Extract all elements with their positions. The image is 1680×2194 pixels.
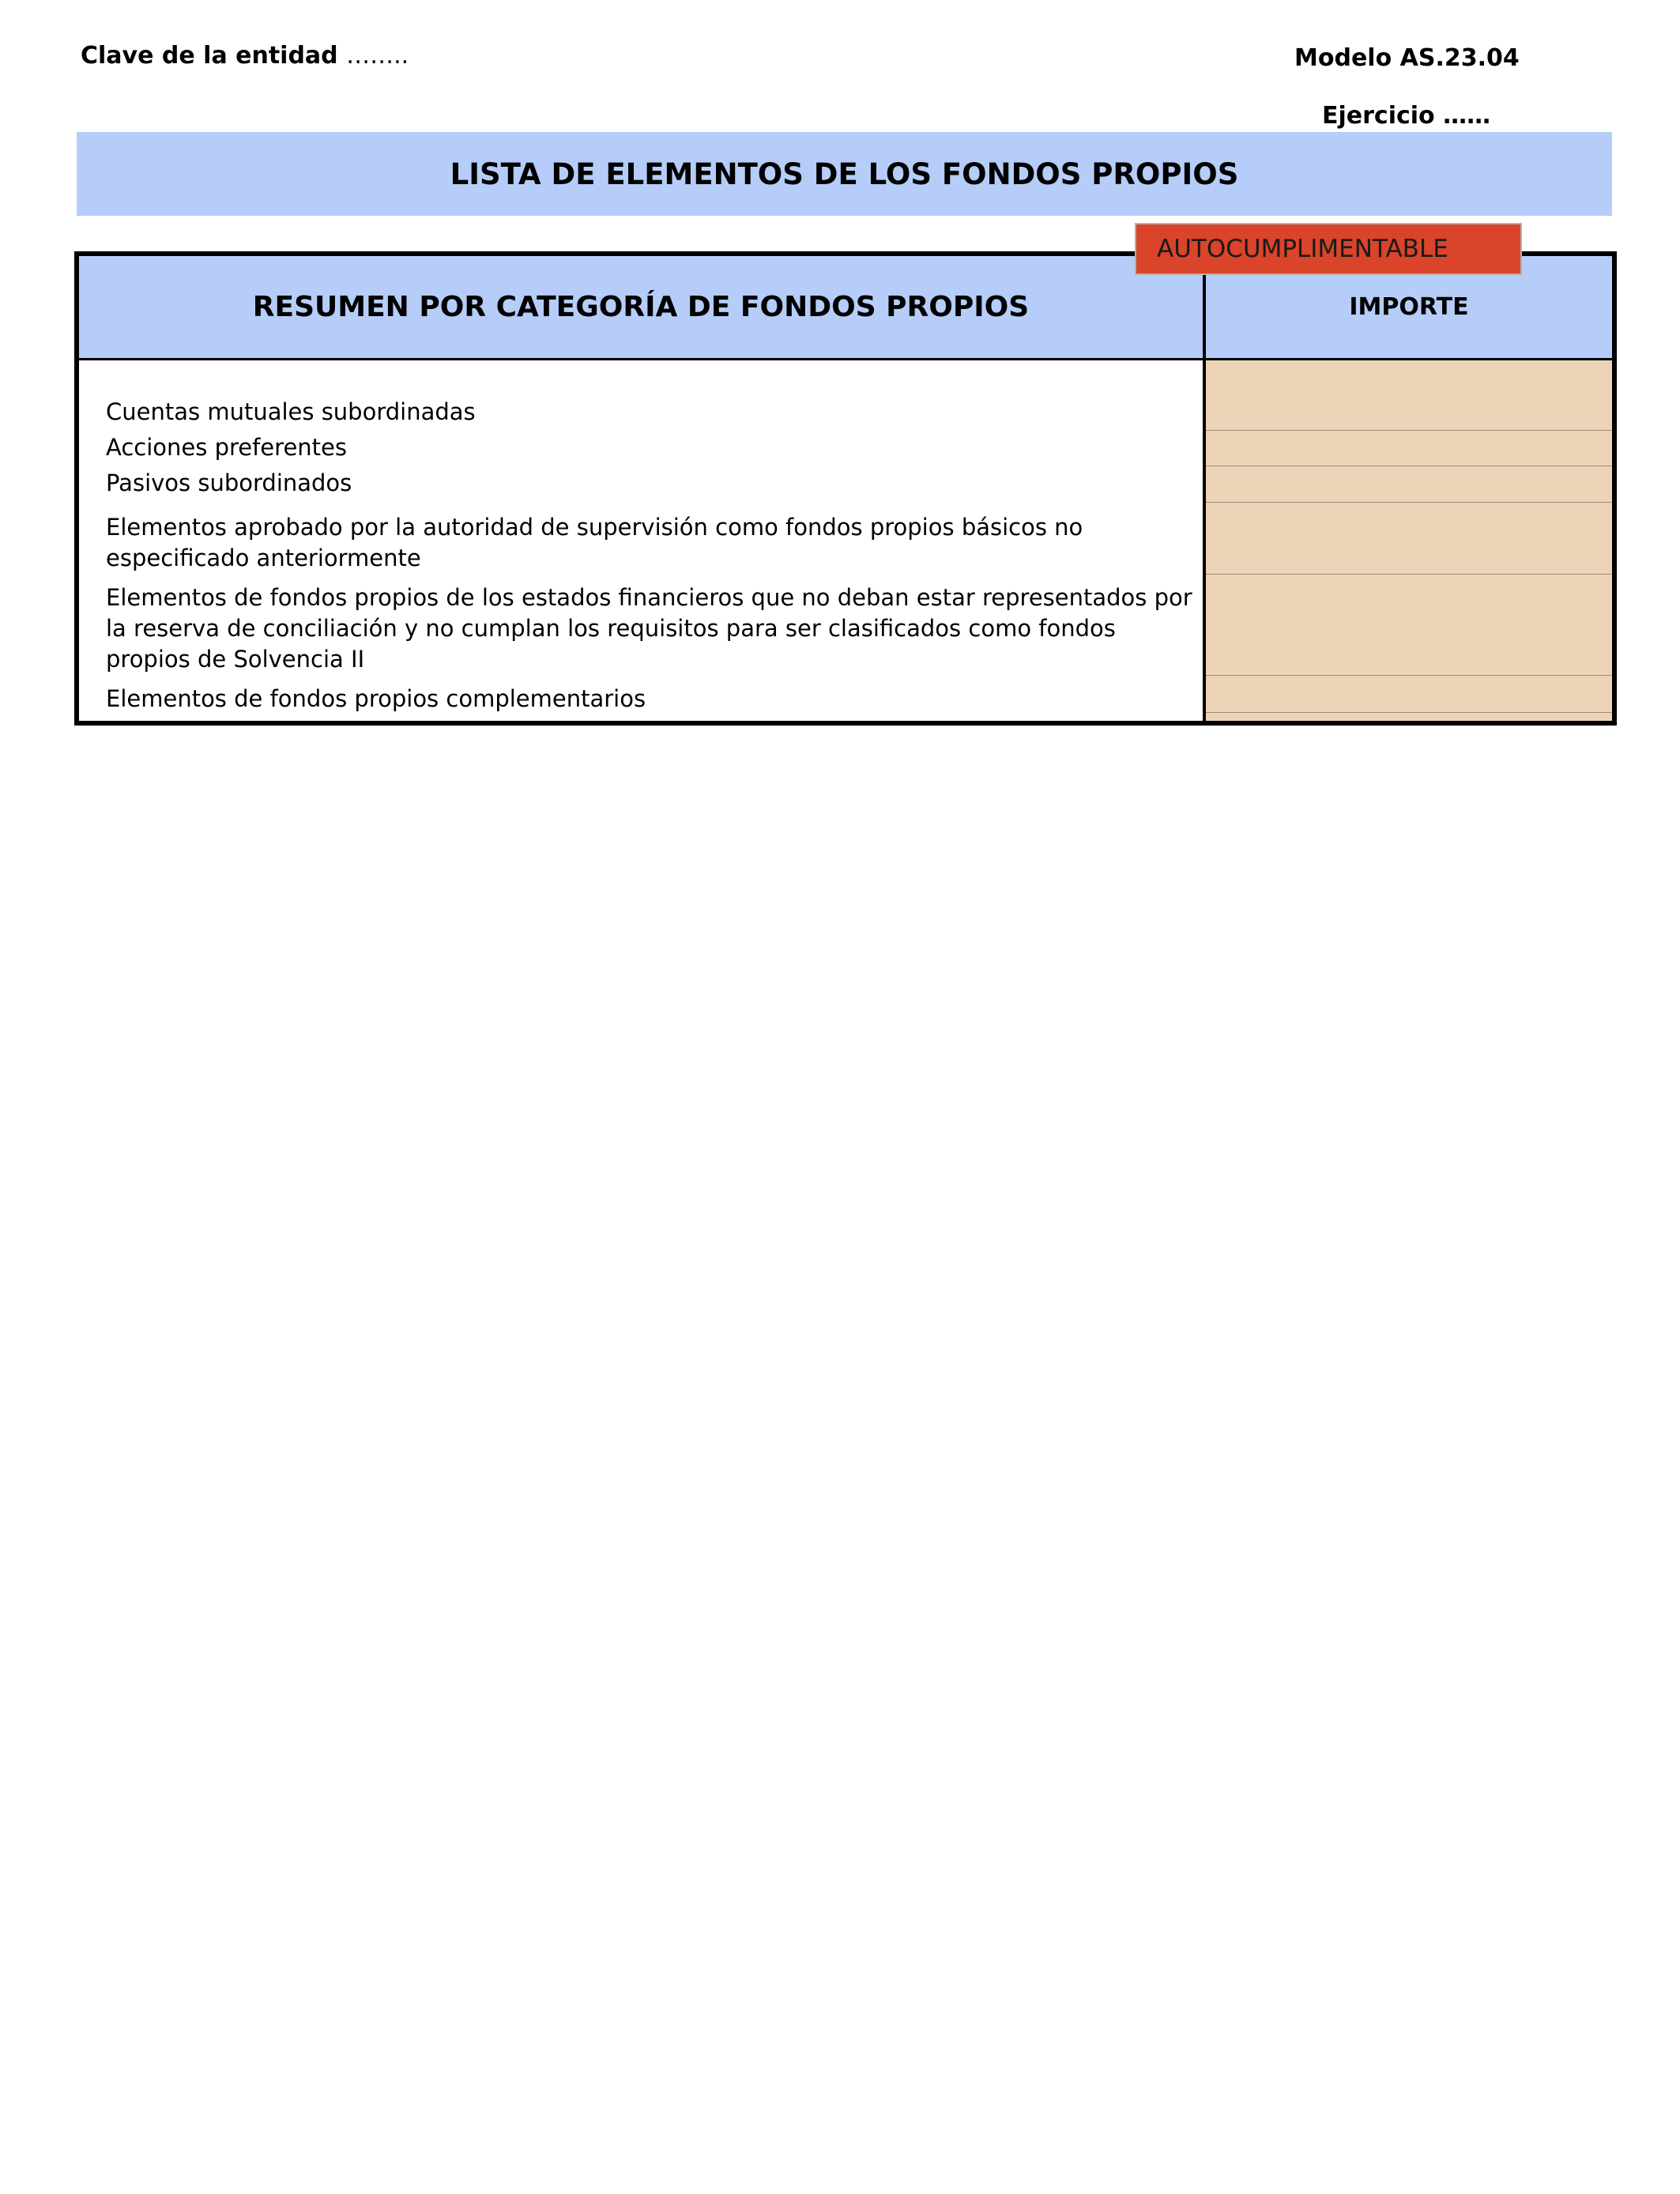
auto-fill-badge: AUTOCUMPLIMENTABLE xyxy=(1135,223,1522,275)
amount-cell-divider xyxy=(1206,502,1612,503)
amount-cell-divider xyxy=(1206,574,1612,575)
own-funds-table xyxy=(74,251,1617,726)
column-header-amount: IMPORTE xyxy=(1206,256,1612,360)
description-column xyxy=(79,360,1206,721)
row-label-pasivos-subordinados: Pasivos subordinados xyxy=(106,469,352,496)
row-label-elementos-aprobados: Elementos aprobado por la autoridad de supervisión como fondos propios básicos no especificado anteriormente xyxy=(106,514,1083,571)
entity-key-placeholder: …….. xyxy=(346,42,409,70)
page-title: LISTA DE ELEMENTOS DE LOS FONDOS PROPIOS xyxy=(77,132,1612,216)
entity-key-label xyxy=(81,42,409,70)
row-label-elementos-complementarios: Elementos de fondos propios complementarios xyxy=(106,685,646,712)
row-label-cuentas-mutuales: Cuentas mutuales subordinadas xyxy=(106,398,476,425)
column-header-description: RESUMEN POR CATEGORÍA DE FONDOS PROPIOS xyxy=(79,256,1206,360)
fiscal-year-label: Ejercicio …… xyxy=(1322,102,1491,130)
entity-key-text: Clave de la entidad xyxy=(81,42,338,70)
model-code: Modelo AS.23.04 xyxy=(1294,44,1520,72)
row-label-acciones-preferentes: Acciones preferentes xyxy=(106,434,347,461)
amount-cell-divider xyxy=(1206,430,1612,431)
amount-cell-divider xyxy=(1206,675,1612,676)
row-label-elementos-estados-financieros: Elementos de fondos propios de los estados financieros que no deban estar representados por la reserva de conciliación y no cumplan los requisitos para ser clasificados como fondos propios de Solvencia II xyxy=(106,584,1192,673)
amount-cell-divider xyxy=(1206,712,1612,713)
amount-column xyxy=(1206,360,1612,721)
